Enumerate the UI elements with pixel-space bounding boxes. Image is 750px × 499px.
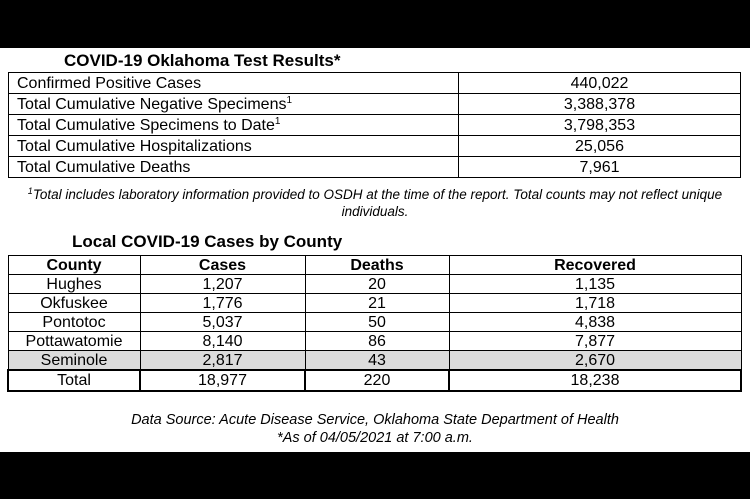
county-cases: 8,140 <box>140 332 305 351</box>
county-cases: 5,037 <box>140 313 305 332</box>
footnote-marker: 1 <box>286 94 293 106</box>
table-header-row <box>8 256 741 275</box>
row-value: 3,388,378 <box>459 94 741 115</box>
column-header-deaths: Deaths <box>305 256 449 275</box>
county-recovered: 1,135 <box>449 275 741 294</box>
row-value: 3,798,353 <box>459 115 741 136</box>
row-label: Total Cumulative Negative Specimens$^1$ <box>9 94 459 115</box>
table-row <box>9 73 741 94</box>
county-deaths: 86 <box>305 332 449 351</box>
bottom-black-bar <box>0 452 750 499</box>
county-cases: 2,817 <box>140 351 305 371</box>
county-deaths: 21 <box>305 294 449 313</box>
county-recovered: 1,718 <box>449 294 741 313</box>
row-label: Confirmed Positive Cases <box>9 73 459 94</box>
county-name: Pottawatomie <box>8 332 140 351</box>
table-row-highlighted <box>8 351 741 371</box>
table-row <box>8 275 741 294</box>
total-recovered: 18,238 <box>449 370 741 391</box>
county-recovered: 4,838 <box>449 313 741 332</box>
footnote-text: Total includes laboratory information provided to OSDH at the time of the report. Total counts may not reflect unique individuals. <box>32 187 723 219</box>
total-cases: 18,977 <box>140 370 305 391</box>
county-cases: 1,776 <box>140 294 305 313</box>
report-panel <box>0 48 750 452</box>
column-header-cases: Cases <box>140 256 305 275</box>
table-row <box>8 294 741 313</box>
data-source-line: Data Source: Acute Disease Service, Oklahoma State Department of Health <box>131 412 619 428</box>
row-label: Total Cumulative Specimens to Date$^1$ <box>9 115 459 136</box>
county-name: Pontotoc <box>8 313 140 332</box>
county-deaths: 20 <box>305 275 449 294</box>
table-row <box>9 136 741 157</box>
row-label: Total Cumulative Deaths <box>9 157 459 178</box>
county-name: Okfuskee <box>8 294 140 313</box>
row-label: Total Cumulative Hospitalizations <box>9 136 459 157</box>
county-cases: 1,207 <box>140 275 305 294</box>
total-label: Total <box>8 370 140 391</box>
total-row <box>8 370 741 391</box>
county-recovered: 7,877 <box>449 332 741 351</box>
footnote-marker: 1 <box>27 186 33 196</box>
county-cases-table <box>7 255 742 392</box>
county-recovered: 2,670 <box>449 351 741 371</box>
county-deaths: 50 <box>305 313 449 332</box>
county-name: Hughes <box>8 275 140 294</box>
top-black-bar <box>0 0 750 48</box>
row-value: 7,961 <box>459 157 741 178</box>
row-value: 440,022 <box>459 73 741 94</box>
total-deaths: 220 <box>305 370 449 391</box>
row-value: 25,056 <box>459 136 741 157</box>
table-row <box>9 157 741 178</box>
state-footnote <box>14 186 736 220</box>
as-of-date-line: *As of 04/05/2021 at 7:00 a.m. <box>277 430 473 446</box>
table-row <box>8 332 741 351</box>
footnote-marker: 1 <box>274 115 281 127</box>
table-row <box>9 94 741 115</box>
county-cases-title: Local COVID-19 Cases by County <box>72 232 343 251</box>
data-source-note <box>0 411 750 447</box>
state-results-title: COVID-19 Oklahoma Test Results* <box>64 51 341 70</box>
county-name: Seminole <box>8 351 140 371</box>
column-header-county: County <box>8 256 140 275</box>
table-row <box>9 115 741 136</box>
column-header-recovered: Recovered <box>449 256 741 275</box>
state-results-table <box>8 72 741 178</box>
county-deaths: 43 <box>305 351 449 371</box>
table-row <box>8 313 741 332</box>
